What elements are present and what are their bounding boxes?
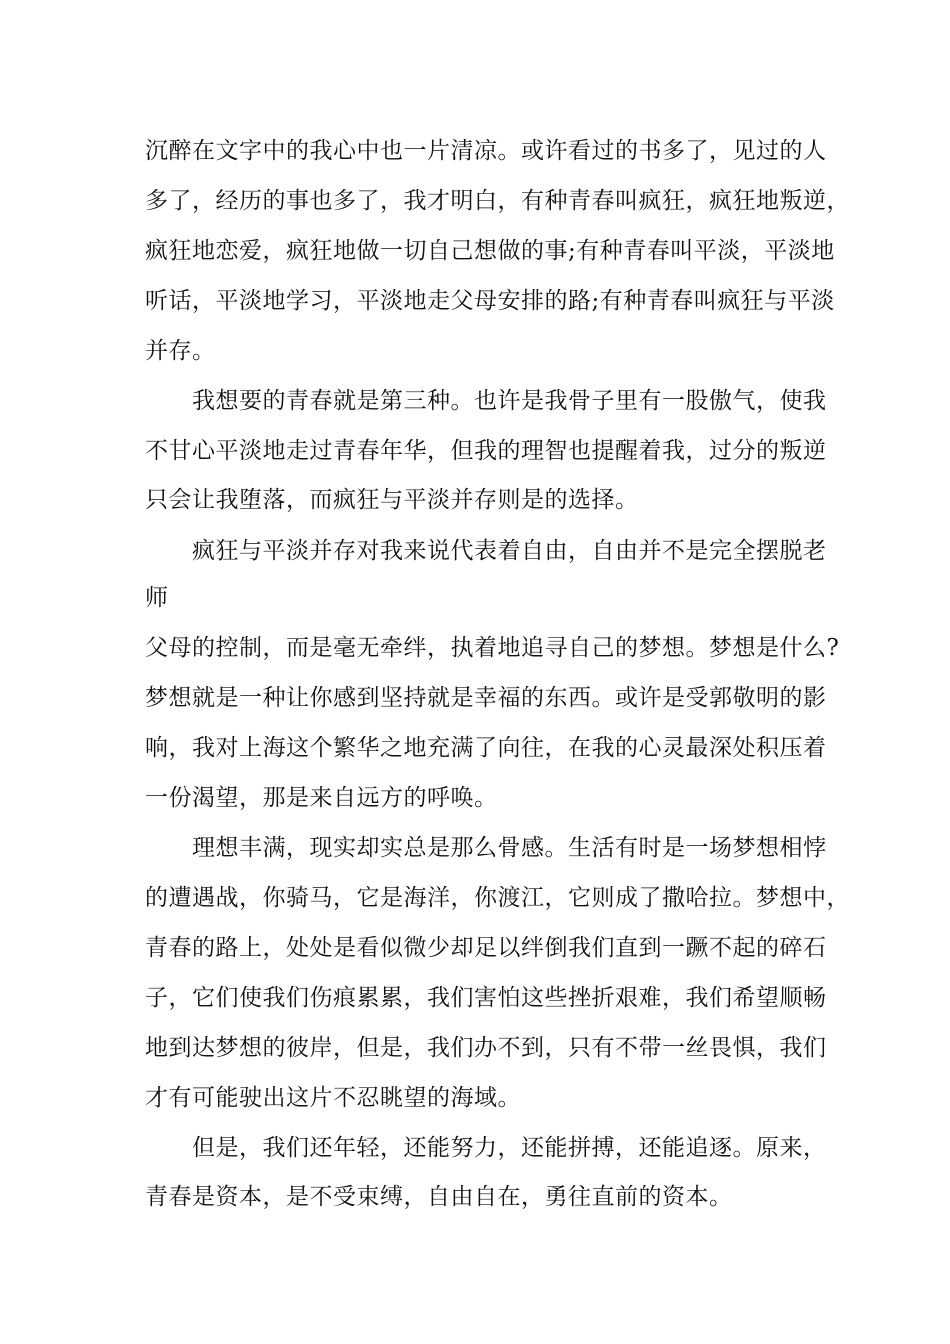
- paragraph-first-line: 但是，我们还年轻，还能努力，还能拼搏，还能追逐。原来，: [192, 1135, 827, 1161]
- text-line: 听话，平淡地学习，平淡地走父母安排的路;有种青春叫疯狂与平淡: [145, 288, 835, 314]
- text-line: 不甘心平淡地走过青春年华，但我的理智也提醒着我，过分的叛逆: [145, 438, 827, 464]
- text-line: 父母的控制，而是毫无牵绊，执着地追寻自己的梦想。梦想是什么?: [145, 635, 840, 661]
- text-line: 只会让我堕落，而疯狂与平淡并存则是的选择。: [145, 487, 639, 513]
- text-line: 地到达梦想的彼岸，但是，我们办不到，只有不带一丝畏惧，我们: [145, 1035, 827, 1061]
- paragraph-first-line: 理想丰满，现实却实总是那么骨感。生活有时是一场梦想相悖: [192, 835, 827, 861]
- text-line: 青春的路上，处处是看似微少却足以绊倒我们直到一蹶不起的碎石: [145, 935, 827, 961]
- text-line: 响，我对上海这个繁华之地充满了向往，在我的心灵最深处积压着: [145, 735, 827, 761]
- text-line: 并存。: [145, 338, 216, 364]
- text-line: 沉醉在文字中的我心中也一片清凉。或许看过的书多了，见过的人: [145, 138, 827, 164]
- text-line: 才有可能驶出这片不忍眺望的海域。: [145, 1085, 521, 1111]
- text-line: 疯狂地恋爱，疯狂地做一切自己想做的事;有种青春叫平淡，平淡地: [145, 238, 835, 264]
- text-line: 一份渴望，那是来自远方的呼唤。: [145, 785, 498, 811]
- paragraph-first-line: 疯狂与平淡并存对我来说代表着自由，自由并不是完全摆脱老: [192, 538, 827, 564]
- paragraph-first-line: 我想要的青春就是第三种。也许是我骨子里有一股傲气，使我: [192, 388, 827, 414]
- text-line: 多了，经历的事也多了，我才明白，有种青春叫疯狂，疯狂地叛逆，: [145, 188, 850, 214]
- text-line: 师: [145, 585, 169, 611]
- text-line: 的遭遇战，你骑马，它是海洋，你渡江，它则成了撒哈拉。梦想中，: [145, 885, 850, 911]
- text-line: 子，它们使我们伤痕累累，我们害怕这些挫折艰难，我们希望顺畅: [145, 985, 827, 1011]
- text-line: 青春是资本，是不受束缚，自由自在，勇往直前的资本。: [145, 1184, 733, 1210]
- text-line: 梦想就是一种让你感到坚持就是幸福的东西。或许是受郭敬明的影: [145, 685, 827, 711]
